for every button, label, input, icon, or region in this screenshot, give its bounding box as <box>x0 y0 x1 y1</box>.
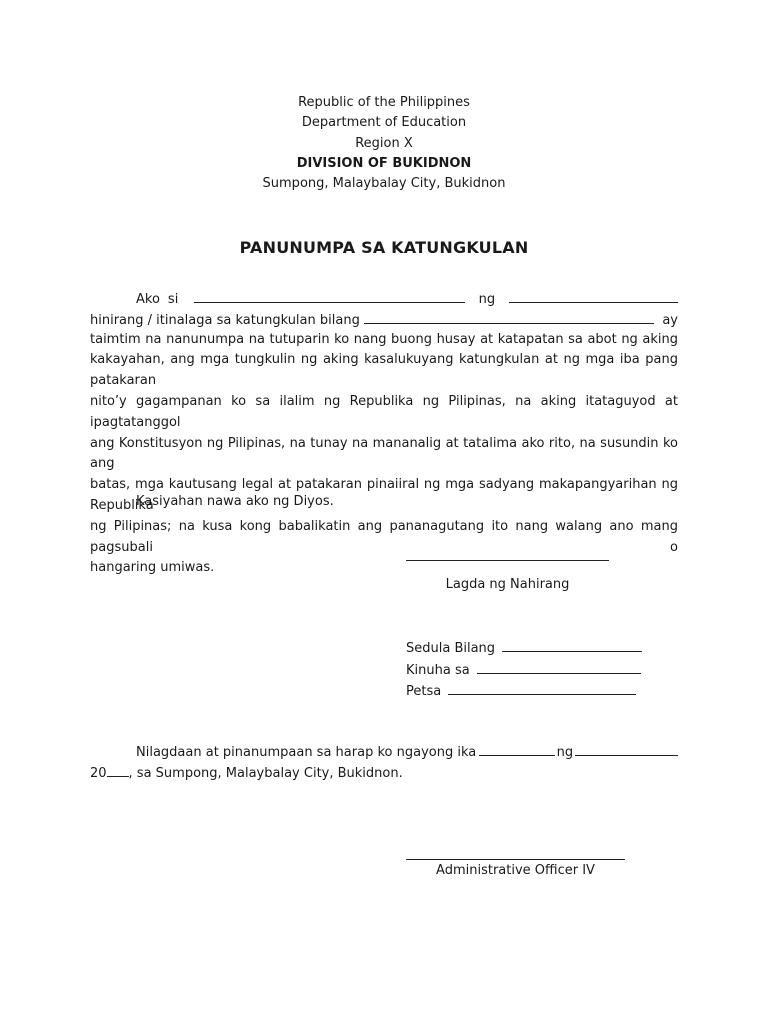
appointee-signature-label: Lagda ng Nahirang <box>445 577 570 592</box>
appointee-signature-line[interactable] <box>406 560 609 561</box>
cedula-date-blank[interactable] <box>448 681 636 695</box>
document-title: PANUNUMPA SA KATUNGKULAN <box>239 238 529 257</box>
attestation-text: Nilagdaan at pinanumpaan sa harap ko ngayong ika <box>136 745 477 760</box>
oath-line-6: ang Konstitusyon ng Pilipinas, na tunay na mananalig at tatalima ako rito, na susundin ko ang <box>90 435 678 472</box>
officer-signature-line[interactable] <box>406 859 625 860</box>
oath-line-8: ng Pilipinas; na kusa kong babalikatin ang pananagutang ito nang walang ano mang pagsubali o <box>90 518 678 555</box>
attestation-ng: ng <box>556 745 574 760</box>
oath-line-2 <box>90 309 678 330</box>
cedula-number-blank[interactable] <box>502 638 642 652</box>
oath-line-3: taimtim na nanunumpa na tutuparin ko nang buong husay at katapatan sa abot ng aking <box>90 331 678 347</box>
oath-line-5: nito’y gagampanan ko sa ilalim ng Republika ng Pilipinas, na aking itataguyod at ipagtatanggol <box>90 393 678 430</box>
name-blank[interactable] <box>194 288 464 303</box>
header-division: DIVISION OF BUKIDNON <box>296 155 472 171</box>
header-republic: Republic of the Philippines <box>298 95 470 110</box>
position-blank[interactable] <box>364 309 655 324</box>
oath-ng: ng <box>478 292 496 307</box>
year-blank[interactable] <box>107 763 129 777</box>
header-address: Sumpong, Malaybalay City, Bukidnon <box>262 176 506 192</box>
cedula-number-row <box>406 638 642 660</box>
officer-title: Administrative Officer IV <box>436 863 595 878</box>
cedula-date-label: Petsa <box>406 684 442 699</box>
cedula-date-row <box>406 681 642 703</box>
oath-si: si <box>167 292 179 307</box>
document-header <box>0 93 768 194</box>
attestation-line-1 <box>90 741 678 763</box>
oath-line-9: hangaring umiwas. <box>90 560 215 576</box>
oath-paragraph <box>90 288 678 579</box>
cedula-place-label: Kinuha sa <box>406 662 470 678</box>
attestation-paragraph <box>90 741 678 784</box>
header-department: Department of Education <box>301 115 467 131</box>
oath-line2-start: hinirang / itinalaga sa katungkulan bilang <box>90 312 360 328</box>
day-blank[interactable] <box>479 741 554 756</box>
header-region: Region X <box>355 135 413 151</box>
closing-statement: Kasiyahan nawa ako ng Diyos. <box>136 494 334 509</box>
attestation-line-2 <box>90 763 678 784</box>
cedula-block <box>406 638 642 703</box>
oath-line-7: batas, mga kautusang legal at patakaran pinaiiral ng mga sadyang makapangyarihan ng Republika <box>90 477 678 513</box>
cedula-place-row <box>406 660 642 682</box>
cedula-number-label: Sedula Bilang <box>406 641 496 656</box>
cedula-place-blank[interactable] <box>477 660 641 674</box>
oath-line2-end: ay <box>662 312 678 328</box>
oath-ako: Ako <box>136 292 160 307</box>
attestation-place: , sa Sumpong, Malaybalay City, Bukidnon. <box>128 766 403 781</box>
oath-line-1 <box>90 288 678 309</box>
month-blank[interactable] <box>575 741 678 756</box>
oath-line-4: kakayahan, ang mga tungkulin ng aking kasalukuyang katungkulan at ng mga iba pang patakaran <box>90 352 678 389</box>
address-blank[interactable] <box>509 288 678 303</box>
year-prefix: 20 <box>90 766 107 781</box>
